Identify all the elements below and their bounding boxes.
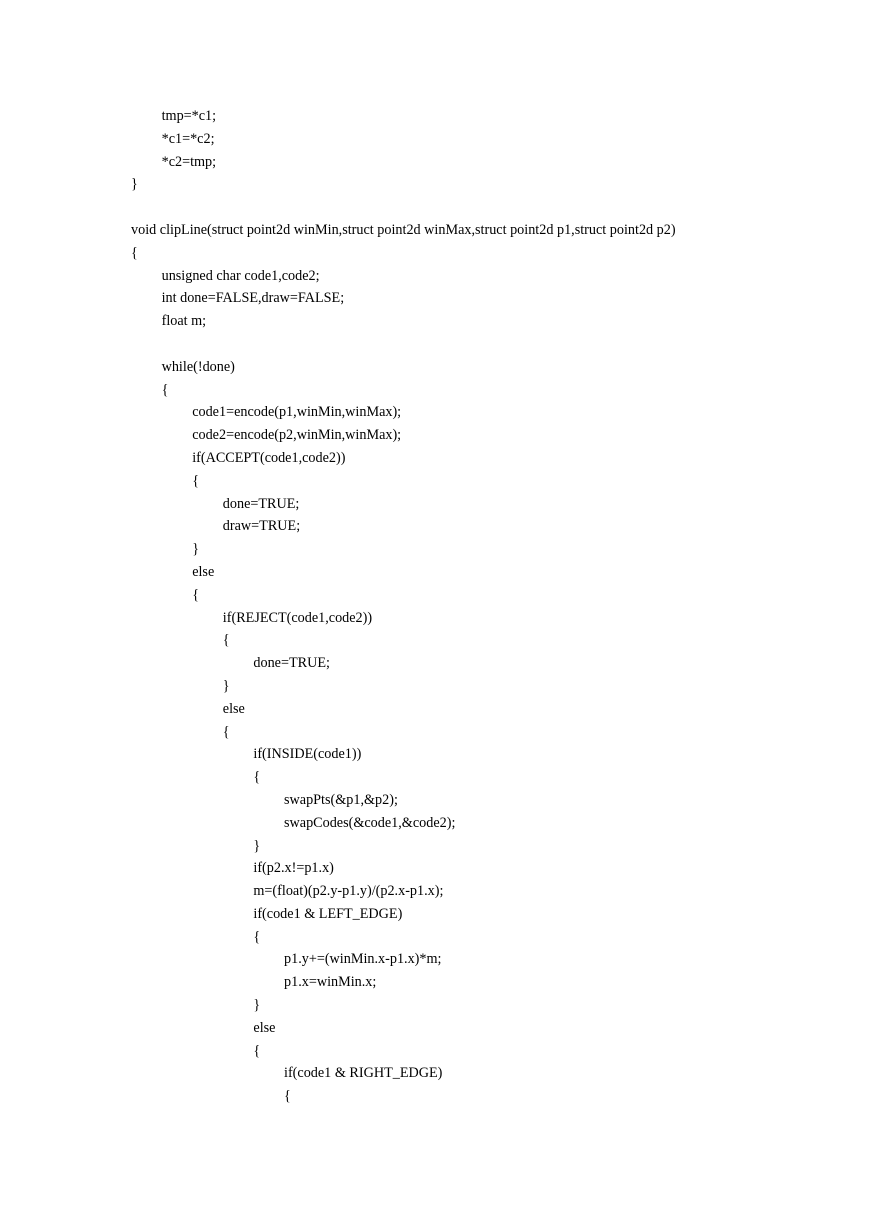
code-line-text: {	[253, 928, 261, 945]
code-line	[131, 1085, 851, 1108]
code-line-text: }	[222, 677, 230, 694]
code-line	[131, 743, 851, 766]
code-line	[131, 675, 851, 698]
code-line	[131, 1062, 851, 1085]
code-line	[131, 356, 851, 379]
code-line-text: swapCodes(&code1,&code2);	[284, 814, 456, 831]
code-line	[131, 607, 851, 630]
code-line	[131, 994, 851, 1017]
code-line-text: }	[192, 541, 199, 558]
code-line	[131, 971, 851, 994]
code-line	[131, 584, 851, 607]
code-line-text: else	[222, 700, 245, 717]
code-line-text: if(REJECT(code1,code2))	[222, 609, 373, 626]
code-line-text: m=(float)(p2.y-p1.y)/(p2.x-p1.x);	[253, 883, 444, 900]
code-line	[131, 196, 851, 219]
code-line	[131, 1017, 851, 1040]
code-line	[131, 105, 851, 128]
code-line-text: *c1=*c2;	[161, 130, 215, 147]
code-line-text: p1.y+=(winMin.x-p1.x)*m;	[284, 951, 442, 968]
code-line-text: tmp=*c1;	[161, 108, 217, 124]
code-line-text: else	[192, 563, 215, 580]
code-line-text: }	[253, 997, 261, 1014]
code-line-text: {	[131, 244, 138, 261]
code-line	[131, 789, 851, 812]
code-line	[131, 401, 851, 424]
code-line	[131, 379, 851, 402]
code-line-text: if(ACCEPT(code1,code2))	[192, 449, 346, 466]
code-line-text: *c2=tmp;	[161, 153, 217, 170]
code-listing	[131, 105, 851, 1108]
code-line-text: {	[161, 381, 169, 398]
code-line	[131, 493, 851, 516]
code-line	[131, 310, 851, 333]
code-line	[131, 561, 851, 584]
code-line-text: done=TRUE;	[222, 495, 300, 512]
code-line-text: code2=encode(p2,winMin,winMax);	[192, 427, 402, 444]
code-line	[131, 812, 851, 835]
code-line	[131, 128, 851, 151]
code-line	[131, 333, 851, 356]
code-line	[131, 265, 851, 288]
code-line	[131, 1040, 851, 1063]
code-line-text: if(p2.x!=p1.x)	[253, 860, 334, 877]
code-line-text: void clipLine(struct point2d winMin,struct point2d winMax,struct point2d p1,struct point2d p2)	[131, 221, 676, 238]
code-line	[131, 721, 851, 744]
code-line	[131, 903, 851, 926]
code-line-text: }	[253, 837, 261, 854]
code-line	[131, 447, 851, 470]
code-line	[131, 424, 851, 447]
code-line-text: {	[222, 723, 230, 740]
code-line-text: {	[192, 586, 199, 603]
code-line-text: if(INSIDE(code1))	[253, 746, 362, 763]
code-line	[131, 835, 851, 858]
code-line	[131, 948, 851, 971]
code-line-text: {	[222, 632, 230, 649]
code-line	[131, 173, 851, 196]
code-line	[131, 287, 851, 310]
code-line-text: p1.x=winMin.x;	[284, 974, 377, 991]
code-line-text: if(code1 & RIGHT_EDGE)	[284, 1065, 443, 1082]
code-line	[131, 766, 851, 789]
code-line	[131, 151, 851, 174]
code-line-text: int done=FALSE,draw=FALSE;	[161, 290, 345, 307]
code-line-text: if(code1 & LEFT_EDGE)	[253, 905, 403, 922]
code-line	[131, 857, 851, 880]
code-line	[131, 698, 851, 721]
code-line	[131, 880, 851, 903]
code-line-text: }	[131, 176, 138, 193]
code-line-text: while(!done)	[161, 358, 235, 375]
code-line-text: {	[192, 472, 199, 489]
code-line-text: unsigned char code1,code2;	[161, 267, 320, 284]
code-line-text: else	[253, 1019, 276, 1036]
code-line	[131, 515, 851, 538]
code-line-text: {	[253, 1042, 261, 1059]
code-line-text: swapPts(&p1,&p2);	[284, 791, 398, 808]
code-line	[131, 470, 851, 493]
code-line	[131, 926, 851, 949]
code-line	[131, 538, 851, 561]
code-line-text: {	[284, 1088, 291, 1105]
code-line-text: float m;	[161, 313, 207, 330]
code-line-text: code1=encode(p1,winMin,winMax);	[192, 404, 402, 421]
code-line	[131, 629, 851, 652]
code-line	[131, 219, 851, 242]
code-line-text: {	[253, 769, 261, 786]
code-line	[131, 652, 851, 675]
code-line	[131, 242, 851, 265]
code-line-text: done=TRUE;	[253, 655, 330, 672]
code-line-text: draw=TRUE;	[222, 518, 301, 535]
